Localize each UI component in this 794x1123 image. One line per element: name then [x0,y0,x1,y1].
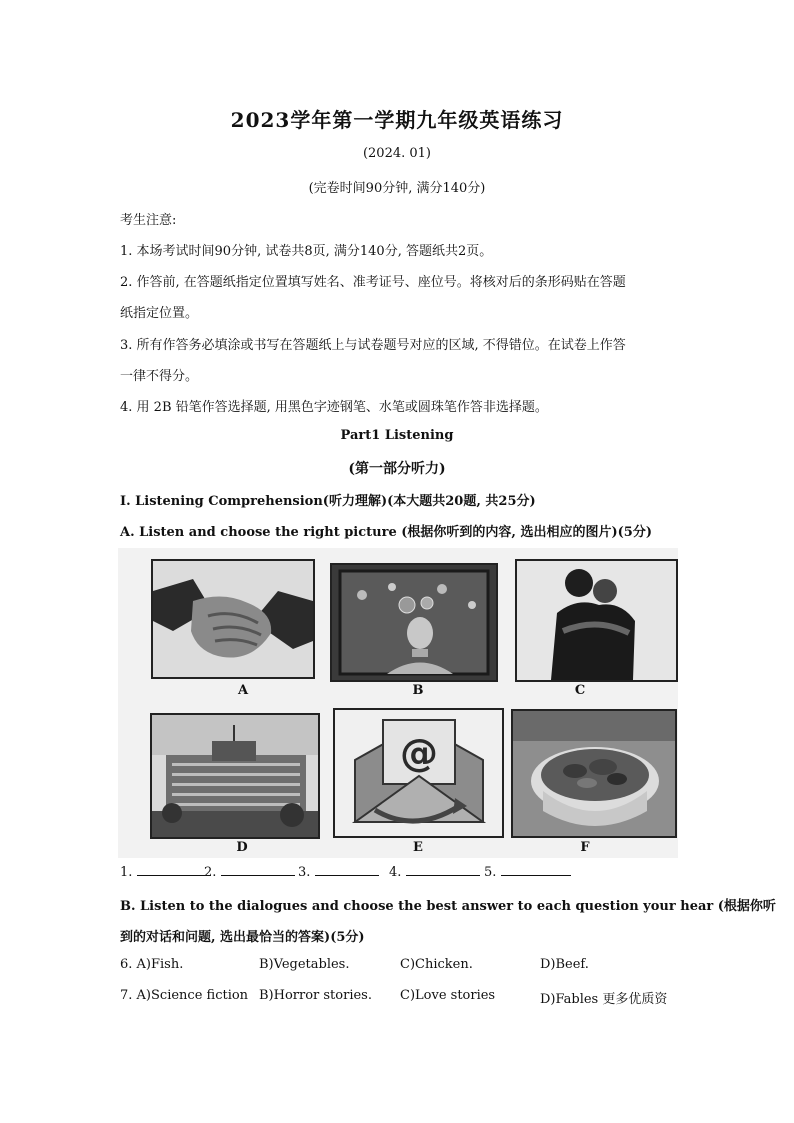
question-number: 7. [120,988,133,1003]
picture-b-label: B [412,683,424,698]
section-a-heading: A. Listen and choose the right picture (根据你听到的内容, 选出相应的图片)(5分) [120,525,652,540]
answer-num-5: 5. [484,865,497,880]
answer-num-3: 3. [298,865,311,880]
option-c[interactable]: C)Love stories [400,988,496,1003]
notice-item-1: 1. 本场考试时间90分钟, 试卷共8页, 满分140分, 答题纸共2页。 [120,244,493,259]
notice-item-2-cont: 纸指定位置。 [120,306,199,321]
picture-d [150,713,320,839]
notice-item-3: 3. 所有作答务必填涂或书写在答题纸上与试卷题号对应的区域, 不得错位。在试卷上作答 [120,338,626,353]
answer-num-4: 4. [389,865,402,880]
robot-icon [332,565,496,680]
option-d[interactable]: D)Fables 更多优质资 [540,992,668,1007]
question-number: 6. [120,957,133,972]
answer-blank-4[interactable] [389,863,480,880]
picture-e [333,708,504,838]
picture-b [330,563,498,682]
answer-num-2: 2. [204,865,217,880]
at-symbol: @ [400,731,438,775]
question-7 [120,988,248,1003]
section-1-heading: I. Listening Comprehension(听力理解)(本大题共20题, 共25分) [120,494,536,509]
picture-f [511,709,677,838]
section-b-heading-cont: 到的对话和问题, 选出最恰当的答案)(5分) [120,930,365,945]
notice-item-2: 2. 作答前, 在答题纸指定位置填写姓名、准考证号、座位号。将核对后的条形码贴在答题 [120,275,626,290]
food-bowl-icon [513,711,675,836]
picture-f-label: F [580,840,590,855]
option-c[interactable]: C)Chicken. [400,957,473,972]
answer-num-1: 1. [120,865,133,880]
answer-blank-1[interactable] [120,863,205,880]
part1-subtitle: (第一部分听力) [348,461,446,477]
notice-item-4: 4. 用 2B 铅笔作答选择题, 用黑色字迹钢笔、水笔或圆珠笔作答非选择题。 [120,400,548,415]
option-d[interactable]: D)Beef. [540,957,589,972]
picture-a-label: A [237,683,249,698]
picture-c-label: C [574,683,586,698]
time-info: (完卷时间90分钟, 满分140分) [308,181,486,196]
question-6 [120,957,183,972]
option-a[interactable]: A)Fish. [136,957,184,972]
picture-e-label: E [413,840,423,855]
answer-blank-3[interactable] [298,863,379,880]
picture-d-label: D [236,840,248,855]
notice-item-3-cont: 一律不得分。 [120,369,199,384]
handshake-icon [153,561,313,677]
section-b-heading: B. Listen to the dialogues and choose the best answer to each question your hear (根据你听 [120,899,776,914]
picture-a [151,559,315,679]
option-b[interactable]: B)Horror stories. [259,988,372,1003]
email-icon [335,710,502,836]
picture-c [515,559,678,682]
building-icon [152,715,318,837]
answer-blank-2[interactable] [204,863,295,880]
notice-heading: 考生注意: [120,213,177,228]
answer-blank-5[interactable] [484,863,571,880]
option-a[interactable]: A)Science fiction [136,988,249,1003]
part1-title: Part1 Listening [340,428,454,443]
page-title: 2023学年第一学期九年级英语练习 [230,108,564,132]
exam-date: (2024. 01) [362,146,432,161]
hug-icon [517,561,676,680]
option-b[interactable]: B)Vegetables. [259,957,350,972]
